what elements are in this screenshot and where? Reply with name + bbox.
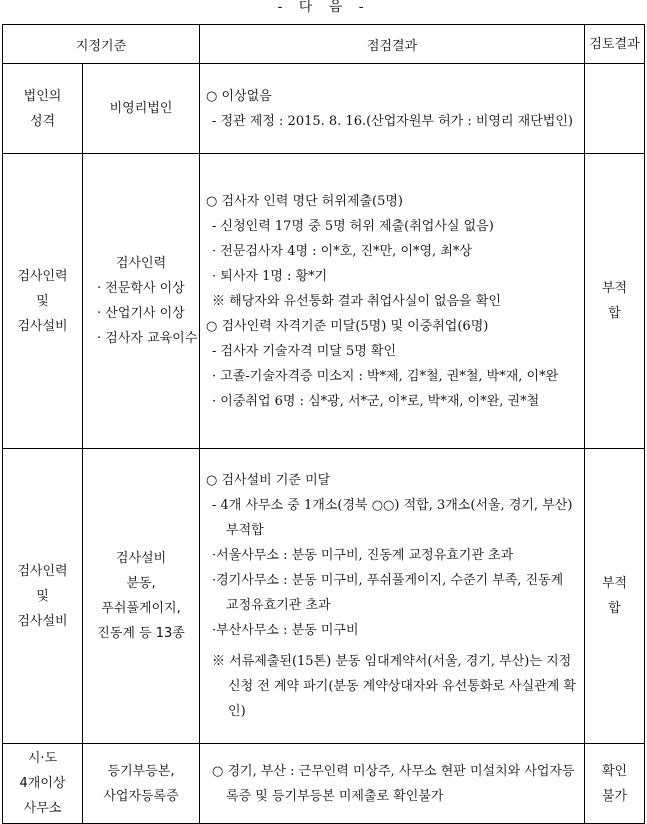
category-cell bbox=[3, 449, 83, 744]
result-line: ○ 검사자 인력 명단 허위제출(5명) bbox=[206, 193, 403, 209]
category-line: 검사설비 bbox=[17, 318, 68, 334]
category-line: 검사인력 bbox=[17, 563, 68, 579]
result-line: ※ 해당자와 유선통화 결과 취업사실이 없음을 확인 bbox=[212, 293, 501, 309]
criteria-line: 푸쉬풀게이지, bbox=[101, 601, 181, 616]
result-line: ·경기사무소 : 분동 미구비, 푸쉬풀게이지, 수준기 부족, 진동계 교정유효기관 초과 bbox=[212, 573, 568, 613]
criteria-line: 등기부등본, bbox=[107, 763, 175, 779]
header-review-text: 검토결과 bbox=[589, 36, 640, 52]
result-line: - 4개 사무소 중 1개소(경북 ○○) 적합, 3개소(서울, 경기, 부산) 부적합 bbox=[212, 498, 577, 538]
result-line: · 이중취업 6명 : 심*광, 서*군, 이*로, 박*재, 이*완, 권*철 bbox=[212, 393, 540, 409]
category-line: 4개이상 bbox=[19, 776, 66, 791]
criteria-line: 검사설비 bbox=[115, 551, 167, 566]
criteria-cell bbox=[83, 154, 200, 449]
results-cell bbox=[200, 744, 585, 824]
category-line: 및 bbox=[36, 293, 49, 309]
results-cell bbox=[200, 449, 585, 744]
category-cell bbox=[3, 744, 83, 824]
table-row bbox=[3, 449, 645, 744]
criteria-line: 사업자등록증 bbox=[103, 788, 179, 804]
page-heading: - 다 음 - bbox=[277, 0, 370, 15]
results-cell bbox=[200, 64, 585, 154]
result-line: ○ 검사인력 자격기준 미달(5명) 및 이중취업(6명) bbox=[206, 318, 489, 334]
result-line: - 정관 제정 : 2015. 8. 16.(산업자원부 허가 : 비영리 재단법인) bbox=[212, 113, 573, 129]
header-criteria: 지정기준 bbox=[3, 25, 200, 64]
header-results: 점검결과 bbox=[200, 25, 585, 64]
result-line: · 퇴사자 1명 : 황*기 bbox=[212, 268, 328, 284]
criteria-cell bbox=[83, 449, 200, 744]
review-cell: 부적합 bbox=[585, 449, 645, 744]
review-cell: 확인불가 bbox=[585, 744, 645, 824]
result-line: ·서울사무소 : 분동 미구비, 진동계 교정유효기관 초과 bbox=[212, 548, 514, 563]
category-line: 및 bbox=[36, 588, 49, 604]
criteria-line: 진동계 등 13종 bbox=[97, 626, 185, 641]
header-review bbox=[585, 25, 645, 64]
category-line: 법인의 bbox=[23, 88, 62, 104]
criteria-line: · 전문학사 이상 bbox=[97, 281, 185, 296]
table-row bbox=[3, 744, 645, 824]
category-line: 성격 bbox=[29, 113, 56, 129]
review-cell bbox=[585, 64, 645, 154]
criteria-line: 분동, bbox=[126, 576, 156, 591]
criteria-line: · 산업기사 이상 bbox=[97, 306, 185, 321]
result-line: · 전문검사자 4명 : 이*호, 진*만, 이*영, 최*상 bbox=[212, 243, 472, 259]
category-cell bbox=[3, 64, 83, 154]
result-line: ○ 검사설비 기준 미달 bbox=[206, 473, 331, 488]
result-line: ※ 서류제출된(15톤) 분동 임대계약서(서울, 경기, 부산)는 지정신청 전 계약 파기(분동 계약상대자와 유선통화로 사실관계 확인) bbox=[212, 654, 576, 719]
result-line: - 검사자 기술자격 미달 5명 확인 bbox=[212, 343, 397, 359]
category-line: 시·도 bbox=[27, 751, 58, 766]
result-line: ○ 이상없음 bbox=[206, 88, 272, 104]
criteria-line: · 검사자 교육이수 bbox=[97, 331, 198, 346]
criteria-line: 비영리법인 bbox=[109, 101, 173, 116]
criteria-title: 검사인력 bbox=[115, 256, 167, 271]
review-cell: 부적합 bbox=[585, 154, 645, 449]
inspection-table bbox=[2, 24, 645, 824]
category-line: 검사인력 bbox=[17, 268, 68, 284]
header-row bbox=[3, 25, 645, 64]
criteria-cell bbox=[83, 64, 200, 154]
category-cell bbox=[3, 154, 83, 449]
criteria-cell bbox=[83, 744, 200, 824]
result-line: - 신청인력 17명 중 5명 허위 제출(취업사실 없음) bbox=[212, 218, 494, 234]
table-row bbox=[3, 154, 645, 449]
table-row bbox=[3, 64, 645, 154]
category-line: 검사설비 bbox=[17, 613, 68, 629]
result-line: ·부산사무소 : 분동 미구비 bbox=[212, 623, 359, 638]
results-cell bbox=[200, 154, 585, 449]
category-line: 사무소 bbox=[23, 801, 62, 816]
result-line: ○ 경기, 부산 : 근무인력 미상주, 사무소 현판 미설치와 사업자등록증 및 등기부등본 미제출로 확인불가 bbox=[212, 763, 575, 804]
result-line: · 고졸-기술자격증 미소지 : 박*제, 김*철, 권*철, 박*재, 이*완 bbox=[212, 368, 559, 384]
